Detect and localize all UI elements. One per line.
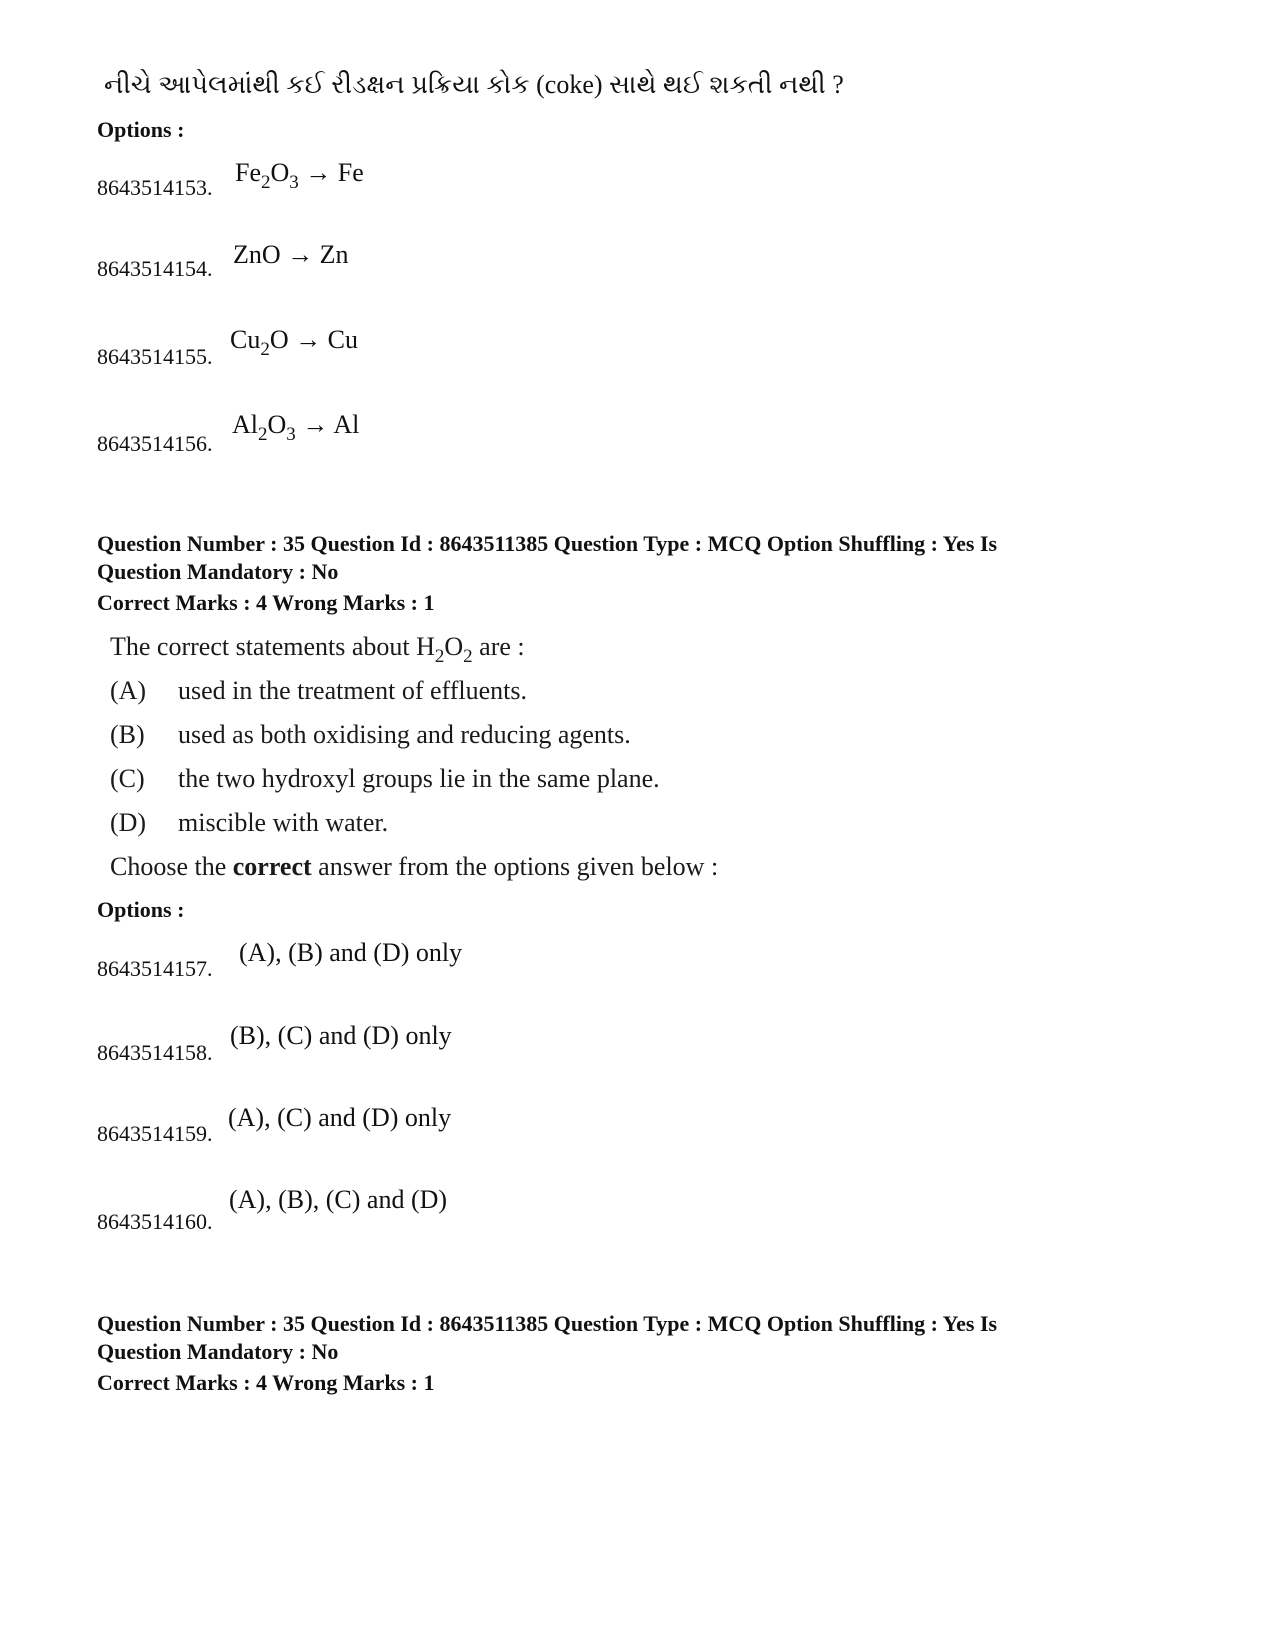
option-id: 8643514156. [97, 431, 213, 456]
arrow-icon: → [305, 158, 332, 187]
option-id: 8643514158. [97, 1040, 213, 1065]
instruction-text: Choose the correct answer from the options given below : [110, 852, 719, 881]
option-row [97, 175, 213, 201]
options-label: Options : [97, 897, 185, 922]
option-id: 8643514160. [97, 1209, 213, 1234]
option-row [97, 256, 213, 282]
marks-info: Correct Marks : 4 Wrong Marks : 1 [97, 1370, 435, 1395]
question-header: Question Number : 35 Question Id : 8643511385 Question Type : MCQ Option Shuffling : Yes Is Question Mandatory : No [97, 531, 998, 584]
statement-item: (A) used in the treatment of effluents. [110, 676, 527, 705]
option-text: (A), (B), (C) and (D) [229, 1185, 448, 1214]
statement-item: (D) miscible with water. [110, 808, 389, 837]
question-text-gujarati: નીચે આપેલમાંથી કઈ રીડક્ષન પ્રક્રિયા કોક (coke) સાથે થઈ શકતી નથી ? [104, 70, 844, 99]
option-id: 8643514155. [97, 344, 213, 369]
option-id: 8643514153. [97, 175, 213, 200]
arrow-icon: → [295, 325, 322, 354]
option-reaction: $Fe_2O_3 \to Fe$ [235, 158, 364, 193]
option-id: 8643514154. [97, 256, 213, 281]
question-stem: The correct statements about $H_2O_2$ are : [110, 632, 525, 667]
option-text: (A), (B) and (D) only [239, 938, 463, 967]
option-reaction: ZnO → Zn [233, 240, 349, 269]
option-reaction: $Al_2O_3 \to Al$ [232, 410, 360, 445]
options-label: Options : [97, 117, 185, 142]
option-id: 8643514159. [97, 1121, 213, 1146]
arrow-icon: → [302, 410, 329, 439]
option-text: (A), (C) and (D) only [228, 1103, 452, 1132]
statement-item: (B) used as both oxidising and reducing agents. [110, 720, 631, 749]
option-row [97, 431, 213, 457]
option-text: (B), (C) and (D) only [230, 1021, 452, 1050]
arrow-icon: → [287, 240, 314, 269]
question-header: Question Number : 35 Question Id : 8643511385 Question Type : MCQ Option Shuffling : Yes Is Question Mandatory : No [97, 1311, 998, 1364]
option-row [97, 344, 213, 370]
marks-info: Correct Marks : 4 Wrong Marks : 1 [97, 590, 435, 615]
statement-item: (C) the two hydroxyl groups lie in the same plane. [110, 764, 660, 793]
option-reaction: $Cu_2O \to Cu$ [230, 325, 358, 360]
option-id: 8643514157. [97, 956, 213, 981]
